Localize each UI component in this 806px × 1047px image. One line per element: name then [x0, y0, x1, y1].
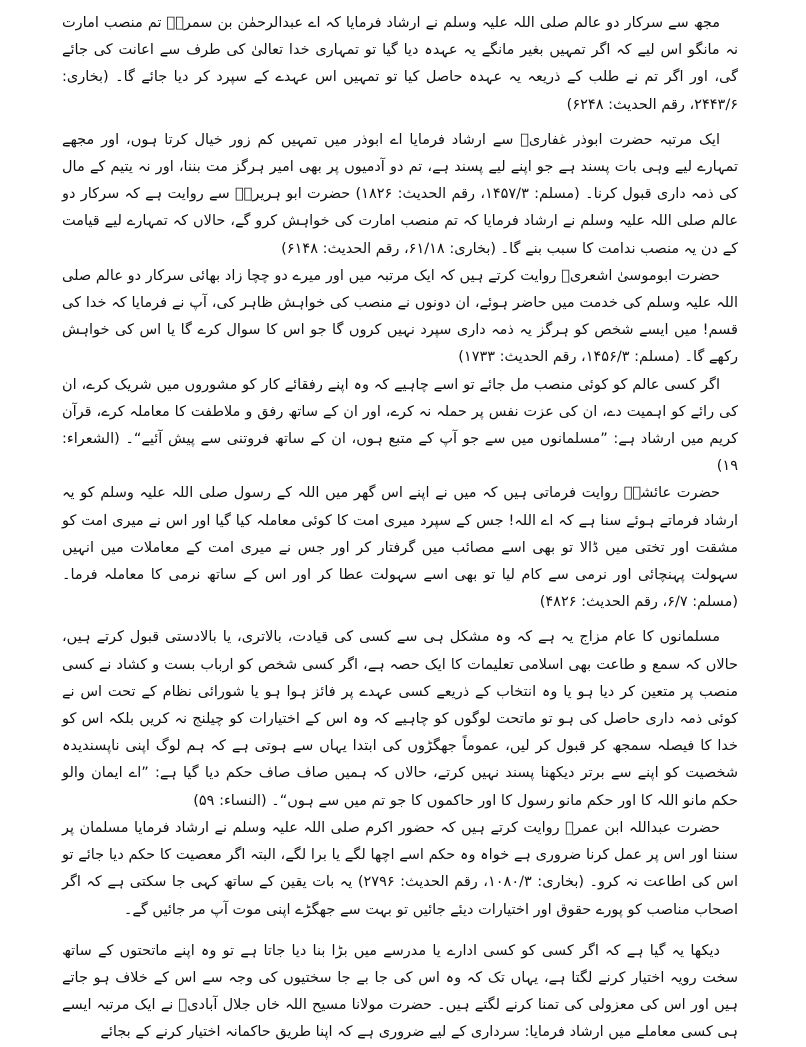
paragraph-5: حضرت عائشہؓ روایت فرماتی ہیں کہ میں نے اپنے اس گھر میں اللہ کے رسول صلی اللہ علیہ وسلم کو یہ ارشاد فرماتے ہوئے سنا ہے کہ اے اللہ! جس کے سپرد میری امت کا کوئی معاملہ کیا گیا اور اس نے میری امت کو مشقت اور تختی میں ڈالا تو بھی اسے مصائب میں گرفتار کر اور جس نے میری امت کے معاملات میں انہیں سہولت پہنچائی اور نرمی سے کام لیا تو بھی اسے سہولت عطا کر اور اس کے ساتھ نرمی کا معاملہ فرما۔ (مسلم: ۶/۷، رقم الحدیث: ۴۸۲۶) [62, 485, 738, 611]
paragraph-8: دیکھا یہ گیا ہے کہ اگر کسی کو کسی ادارے یا مدرسے میں بڑا بنا دیا جاتا ہے تو وہ اپنے ماتحتوں کے ساتھ سخت رویہ اختیار کرنے لگتا ہے، یہاں تک کہ وہ اس کی جا بے جا سختیوں کی وجہ سے اس کے خلاف ہو جاتے ہیں اور اس کی معزولی کی تمنا کرنے لگتے ہیں۔ حضرت مولانا مسیح اللہ خاں جلال آبادیؒ نے ایک مرتبہ ایسے ہی کسی معاملے میں ارشاد فرمایا: سرداری کے لیے ضروری ہے کہ اپنا طریق حاکمانہ اختیار کرنے کے بجائے [62, 942, 738, 1041]
paragraph-7: حضرت عبداللہ ابن عمرؓ روایت کرتے ہیں کہ حضور اکرم صلی اللہ علیہ وسلم نے ارشاد فرمایا مسلمان پر سننا اور اس پر عمل کرنا ضروری ہے خواہ وہ حکم اسے اچھا لگے یا برا لگے، البتہ اگر معصیت کا حکم دیا جائے تو اس کی اطاعت نہ کرو۔ (بخاری: ۱۰۸۰/۳، رقم الحدیث: ۲۷۹۶) یہ بات یقین کے ساتھ کہی جا سکتی ہے کہ اگر اصحاب مناصب کو پورے حقوق اور اختیارات دیئے جائیں تو بہت سے جھگڑے اپنی موت آپ مر جائیں گے۔ [62, 819, 739, 918]
paragraph-3: حضرت ابوموسیٰ اشعریؓ روایت کرتے ہیں کہ ایک مرتبہ میں اور میرے دو چچا زاد بھائی سرکار دو عالم صلی اللہ علیہ وسلم کی خدمت میں حاضر ہوئے، ان دونوں نے منصب کی خواہش ظاہر کی، آپ نے فرمایا کہ خدا کی قسم! میں ایسے شخص کو ہرگز یہ ذمہ داری سپرد نہیں کروں گا جو اس کا سوال کرے گا یا اس کی خواہش رکھے گا۔ (مسلم: ۱۴۵۶/۳، رقم الحدیث: ۱۷۳۳) [62, 267, 738, 366]
paragraph-4: اگر کسی عالم کو کوئی منصب مل جائے تو اسے چاہیے کہ وہ اپنے رفقائے کار کو مشوروں میں شریک کرے، ان کی رائے کو اہمیت دے، ان کی عزت نفس پر حملہ نہ کرے، اور ان کے ساتھ رفق و ملاطفت کا معاملہ کرے، قرآن کریم میں ارشاد ہے: ”مسلمانوں میں سے جو آپ کے متبع ہوں، ان کے ساتھ فروتنی سے پیش آئیے“۔ (الشعراء: ۱۹) [62, 376, 738, 475]
paragraph-1: مجھ سے سرکار دو عالم صلی اللہ علیہ وسلم نے ارشاد فرمایا کہ اے عبدالرحمٰن بن سمرہؓ تم منصب امارت نہ مانگو اس لیے کہ اگر تمہیں بغیر مانگے یہ عہدہ دیا گیا تو تمہاری خدا تعالیٰ کی طرف سے اعانت کی جائے گی، اور اگر تم نے طلب کے ذریعہ یہ عہدہ حاصل کیا تو تمہیں اس عہدے کے سپرد کر دیا جائے گا۔ (بخاری: ۲۴۴۳/۶، رقم الحدیث: ۶۲۴۸) [62, 15, 738, 113]
document-page [62, 10, 739, 1041]
paragraph-2: ایک مرتبہ حضرت ابوذر غفاریؓ سے ارشاد فرمایا اے ابوذر میں تمہیں کم زور خیال کرتا ہوں، اور مجھے تمہارے لیے وہی بات پسند ہے جو اپنے لیے پسند ہے، تم دو آدمیوں پر بھی امیر ہرگز مت بننا، اور نہ یتیم کے مال کی ذمہ داری قبول کرنا۔ (مسلم: ۱۴۵۷/۳، رقم الحدیث: ۱۸۲۶) حضرت ابو ہریرہؓ سے روایت ہے کہ سرکار دو عالم صلی اللہ علیہ وسلم نے ارشاد فرمایا کہ تم منصب امارت کی خواہش کرو گے، حالاں کہ تمہارے لیے قیامت کے دن یہ منصب ندامت کا سبب بنے گا۔ (بخاری: ۶۱/۱۸، رقم الحدیث: ۶۱۴۸) [62, 131, 738, 257]
paragraph-6: مسلمانوں کا عام مزاج یہ ہے کہ وہ مشکل ہی سے کسی کی قیادت، بالاتری، یا بالادستی قبول کرتے ہیں، حالاں کہ سمع و طاعت بھی اسلامی تعلیمات کا ایک حصہ ہے، اگر کسی شخص کو ارباب بست و کشاد نے کسی منصب پر متعین کر دیا ہو یا وہ انتخاب کے ذریعے کسی عہدے پر فائز ہوا ہو یا شورائی نظام کے تحت اس نے کوئی ذمہ داری حاصل کی ہو تو ماتحت لوگوں کو چاہیے کہ وہ اس کے اختیارات کو چیلنج نہ کریں بلکہ اس کو خدا کا فیصلہ سمجھ کر قبول کر لیں، عموماً جھگڑوں کی ابتدا یہاں سے ہوتی ہے کہ ہم لوگ اپنی ناپسندیدہ شخصیت کو اپنے سے برتر دیکھنا پسند نہیں کرتے، حالاں کہ ہمیں صاف صاف حکم دیا گیا ہے: ”اے ایمان والو حکم مانو اللہ کا اور حکم مانو رسول کا اور حاکموں کا جو تم میں سے ہوں“۔ (النساء: ۵۹) [62, 629, 738, 809]
